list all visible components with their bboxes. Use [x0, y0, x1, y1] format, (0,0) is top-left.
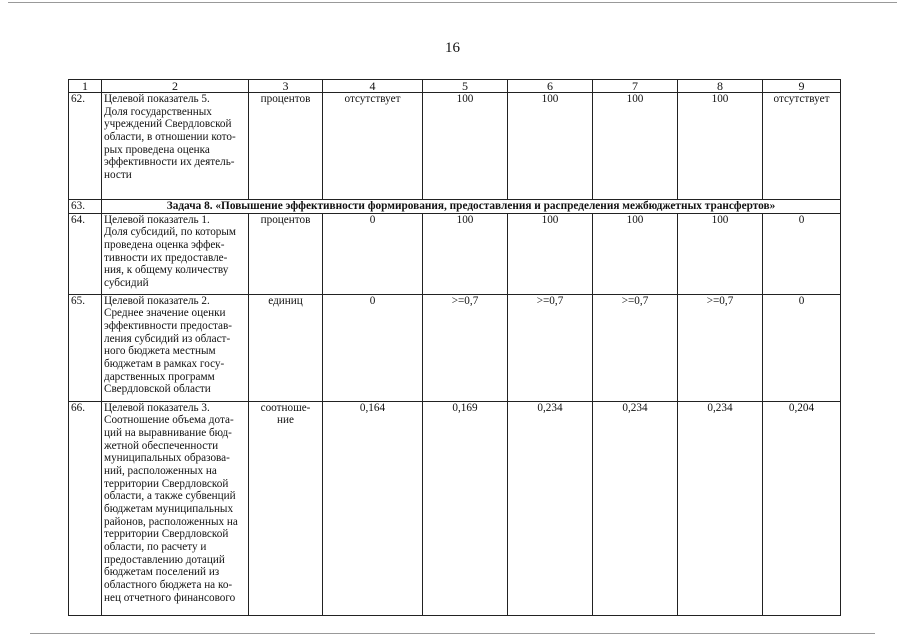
value-cell: 100: [508, 93, 593, 200]
value-cell: 0,234: [593, 401, 678, 615]
column-header: 8: [678, 80, 763, 93]
table-row: [69, 401, 841, 615]
value-cell: 100: [593, 213, 678, 294]
indicator-name-line: Доля субсидий, по которым: [104, 226, 236, 239]
value-cell: >=0,7: [508, 294, 593, 401]
indicators-table: [68, 79, 841, 616]
indicator-name: [102, 401, 249, 615]
value-cell: 100: [678, 93, 763, 200]
row-number: 65.: [69, 294, 102, 401]
indicator-name: [102, 294, 249, 401]
row-number: 64.: [69, 213, 102, 294]
value-cell: 0,169: [423, 401, 508, 615]
indicator-name-line: Доля государственных: [104, 105, 212, 118]
column-header: 2: [102, 80, 249, 93]
indicator-name: [102, 93, 249, 200]
page-number: 16: [445, 40, 460, 56]
value-cell: >=0,7: [423, 294, 508, 401]
page-bottom-edge: [30, 633, 875, 634]
column-header: 5: [423, 80, 508, 93]
indicator-name-line: Целевой показатель 3.: [104, 401, 210, 414]
value-cell: >=0,7: [678, 294, 763, 401]
value-cell: 0,204: [763, 401, 841, 615]
unit-of-measure: [249, 213, 323, 294]
indicator-name-line: Целевой показатель 2.: [104, 294, 210, 307]
indicator-name-line: муниципальных образова-: [104, 452, 230, 465]
indicator-name-line: бюджетам муниципальных: [104, 503, 234, 515]
indicator-name-line: бюджетам поселений из: [104, 566, 220, 579]
indicator-name-line: ности: [104, 168, 132, 181]
indicator-name-line: жетной обеспеченности: [104, 439, 219, 452]
value-cell: 0,234: [678, 401, 763, 615]
top-edge-line: [8, 2, 897, 3]
indicator-name-line: проведена оценка эффек-: [104, 239, 225, 252]
value-cell: отсутствует: [763, 93, 841, 200]
indicator-name-line: территории Свердловской: [104, 477, 229, 490]
row-number: 63.: [69, 200, 102, 214]
indicator-name-line: районов, расположенных на: [104, 515, 238, 528]
task-row: [69, 200, 841, 214]
indicator-name: [102, 213, 249, 294]
table-row: [69, 93, 841, 200]
indicator-name-line: эффективности предостав-: [104, 320, 233, 333]
indicator-name-line: предоставлению дотаций: [104, 553, 225, 566]
indicator-name-line: Соотношение объема дота-: [104, 414, 234, 427]
column-header: 6: [508, 80, 593, 93]
unit-line: процентов: [260, 213, 311, 226]
column-header: 4: [323, 80, 423, 93]
value-cell: 100: [678, 213, 763, 294]
indicator-name-line: эффективности их деятель-: [104, 156, 235, 169]
indicator-name-line: тивности их предоставле-: [104, 251, 228, 264]
table-row: [69, 213, 841, 294]
column-header: 3: [249, 80, 323, 93]
row-number: 62.: [69, 93, 102, 200]
indicator-name-line: ний, расположенных на: [104, 465, 217, 478]
value-cell: 0,234: [508, 401, 593, 615]
indicator-name-line: Целевой показатель 5.: [104, 93, 210, 105]
value-cell: 0,164: [323, 401, 423, 615]
indicator-name-line: области, в отношении кото-: [104, 130, 236, 143]
indicator-name-line: Среднее значение оценки: [104, 307, 226, 320]
task-heading: Задача 8. «Повышение эффективности формирования, предоставления и распределения межбюджетных трансфертов»: [102, 200, 841, 214]
unit-of-measure: [249, 401, 323, 615]
indicator-name-line: рых проведена оценка: [104, 143, 210, 156]
unit-of-measure: [249, 294, 323, 401]
unit-line: единиц: [268, 294, 303, 307]
indicator-name-line: Свердловской области: [104, 383, 211, 396]
unit-line: ние: [277, 414, 294, 427]
indicator-name-line: нец отчетного финансового: [104, 591, 236, 604]
indicator-name-line: субсидий: [104, 277, 149, 290]
unit-of-measure: [249, 93, 323, 200]
indicator-name-line: ния, к общему количеству: [104, 264, 229, 277]
unit-line: соотноше-: [260, 401, 311, 414]
indicator-name-line: территории Свердловской: [104, 528, 229, 541]
indicator-name-line: областного бюджета на ко-: [104, 578, 233, 591]
value-cell: 100: [508, 213, 593, 294]
indicator-name-line: ного бюджета местным: [104, 345, 216, 358]
row-number: 66.: [69, 401, 102, 615]
value-cell: 100: [593, 93, 678, 200]
indicator-name-line: бюджетам в рамках госу-: [104, 358, 225, 371]
indicator-name-line: Целевой показатель 1.: [104, 213, 210, 226]
column-header: 7: [593, 80, 678, 93]
indicator-name-line: учреждений Свердловской: [104, 118, 232, 131]
column-number-row: [69, 80, 841, 93]
column-header: 9: [763, 80, 841, 93]
value-cell: 0: [323, 213, 423, 294]
value-cell: 0: [763, 294, 841, 401]
value-cell: 0: [323, 294, 423, 401]
table-row: [69, 294, 841, 401]
indicator-name-line: ления субсидий из област-: [104, 332, 231, 345]
value-cell: отсутствует: [323, 93, 423, 200]
value-cell: 100: [423, 93, 508, 200]
value-cell: 100: [423, 213, 508, 294]
indicator-name-line: области, по расчету и: [104, 540, 207, 553]
unit-line: процентов: [260, 93, 311, 105]
value-cell: >=0,7: [593, 294, 678, 401]
indicator-name-line: ций на выравнивание бюд-: [104, 427, 232, 440]
indicator-name-line: дарственных программ: [104, 370, 215, 383]
value-cell: 0: [763, 213, 841, 294]
column-header: 1: [69, 80, 102, 93]
indicator-name-line: области, а также субвенций: [104, 490, 236, 503]
